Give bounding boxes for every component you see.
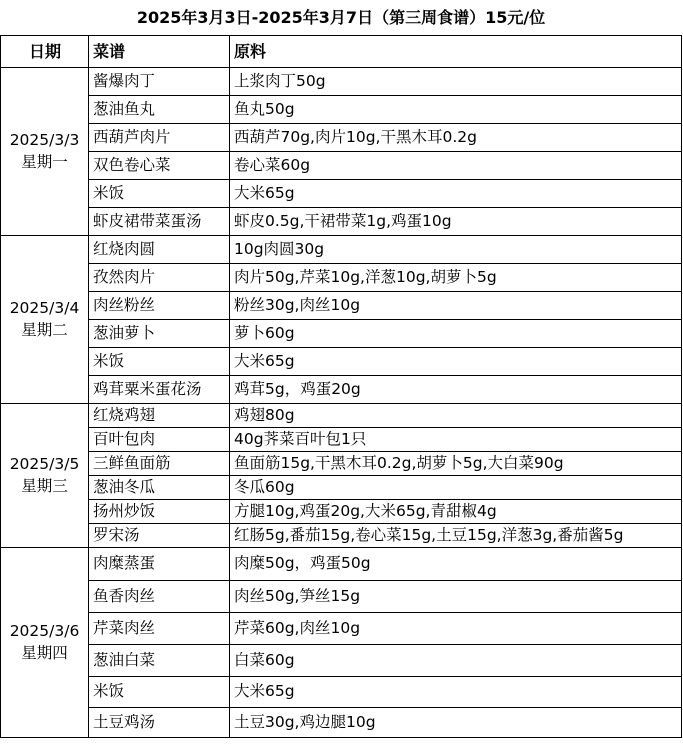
ingredients-cell: 肉糜50g，鸡蛋50g <box>230 548 682 581</box>
dish-cell: 葱油萝卜 <box>89 320 230 348</box>
ingredients-cell: 红肠5g,番茄15g,卷心菜15g,土豆15g,洋葱3g,番茄酱5g <box>230 524 682 548</box>
menu-row <box>1 645 682 677</box>
ingredients-cell: 卷心菜60g <box>230 152 682 180</box>
ingredients-cell: 鱼丸50g <box>230 96 682 124</box>
dish-cell: 芹菜肉丝 <box>89 613 230 645</box>
weekday-text: 星期二 <box>21 320 68 339</box>
dish-cell: 鸡茸粟米蛋花汤 <box>89 376 230 404</box>
menu-row <box>1 376 682 404</box>
ingredients-cell: 萝卜60g <box>230 320 682 348</box>
dish-cell: 三鲜鱼面筋 <box>89 452 230 476</box>
menu-row <box>1 348 682 376</box>
dish-cell: 米饭 <box>89 348 230 376</box>
dish-cell: 百叶包肉 <box>89 428 230 452</box>
dish-cell: 葱油白菜 <box>89 645 230 677</box>
dish-cell: 虾皮裙带菜蛋汤 <box>89 208 230 236</box>
date-cell <box>1 68 89 236</box>
sheet-title: 2025年3月3日-2025年3月7日（第三周食谱）15元/位 <box>136 7 546 27</box>
menu-row <box>1 124 682 152</box>
menu-row <box>1 581 682 613</box>
menu-row <box>1 208 682 236</box>
menu-row <box>1 320 682 348</box>
dish-cell: 米饭 <box>89 180 230 208</box>
date-cell <box>1 236 89 404</box>
ingredients-cell: 鸡翅80g <box>230 404 682 428</box>
dish-cell: 扬州炒饭 <box>89 500 230 524</box>
ingredients-cell: 粉丝30g,肉丝10g <box>230 292 682 320</box>
ingredients-cell: 鱼面筋15g,干黑木耳0.2g,胡萝卜5g,大白菜90g <box>230 452 682 476</box>
dish-cell: 米饭 <box>89 677 230 708</box>
date-cell <box>1 404 89 548</box>
ingredients-cell: 肉丝50g,笋丝15g <box>230 581 682 613</box>
menu-row <box>1 500 682 524</box>
dish-cell: 红烧鸡翅 <box>89 404 230 428</box>
weekday-text: 星期四 <box>21 643 68 662</box>
date-text: 2025/3/6 <box>9 621 80 640</box>
ingredients-cell: 芹菜60g,肉丝10g <box>230 613 682 645</box>
dish-cell: 肉糜蒸蛋 <box>89 548 230 581</box>
dish-cell: 葱油鱼丸 <box>89 96 230 124</box>
date-text: 2025/3/3 <box>9 130 80 149</box>
menu-row <box>1 96 682 124</box>
menu-row <box>1 68 682 96</box>
menu-row <box>1 708 682 738</box>
menu-row <box>1 236 682 264</box>
ingredients-cell: 大米65g <box>230 677 682 708</box>
menu-body <box>1 68 682 738</box>
dish-cell: 鱼香肉丝 <box>89 581 230 613</box>
menu-row <box>1 548 682 581</box>
ingredients-cell: 大米65g <box>230 180 682 208</box>
ingredients-cell: 方腿10g,鸡蛋20g,大米65g,青甜椒4g <box>230 500 682 524</box>
ingredients-cell: 土豆30g,鸡边腿10g <box>230 708 682 738</box>
ingredients-cell: 鸡茸5g，鸡蛋20g <box>230 376 682 404</box>
menu-row <box>1 452 682 476</box>
dish-cell: 酱爆肉丁 <box>89 68 230 96</box>
ingredients-cell: 10g肉圆30g <box>230 236 682 264</box>
header-row <box>1 36 682 68</box>
date-text: 2025/3/5 <box>9 454 80 473</box>
menu-row <box>1 180 682 208</box>
dish-cell: 孜然肉片 <box>89 264 230 292</box>
dish-cell: 双色卷心菜 <box>89 152 230 180</box>
menu-row <box>1 152 682 180</box>
date-text: 2025/3/4 <box>9 298 80 317</box>
menu-row <box>1 428 682 452</box>
menu-row <box>1 524 682 548</box>
dish-cell: 土豆鸡汤 <box>89 708 230 738</box>
date-cell <box>1 548 89 738</box>
dish-cell: 红烧肉圆 <box>89 236 230 264</box>
ingredients-cell: 40g荠菜百叶包1只 <box>230 428 682 452</box>
title-row <box>1 0 682 36</box>
ingredients-cell: 大米65g <box>230 348 682 376</box>
weekday-text: 星期一 <box>21 152 68 171</box>
ingredients-cell: 冬瓜60g <box>230 476 682 500</box>
header-date: 日期 <box>1 36 89 68</box>
menu-row <box>1 476 682 500</box>
header-dish: 菜谱 <box>89 36 230 68</box>
dish-cell: 葱油冬瓜 <box>89 476 230 500</box>
ingredients-cell: 虾皮0.5g,干裙带菜1g,鸡蛋10g <box>230 208 682 236</box>
menu-row <box>1 264 682 292</box>
menu-row <box>1 404 682 428</box>
menu-row <box>1 613 682 645</box>
menu-row <box>1 292 682 320</box>
header-ingredients: 原料 <box>230 36 682 68</box>
dish-cell: 西葫芦肉片 <box>89 124 230 152</box>
menu-row <box>1 677 682 708</box>
dish-cell: 罗宋汤 <box>89 524 230 548</box>
ingredients-cell: 白菜60g <box>230 645 682 677</box>
ingredients-cell: 肉片50g,芹菜10g,洋葱10g,胡萝卜5g <box>230 264 682 292</box>
dish-cell: 肉丝粉丝 <box>89 292 230 320</box>
weekday-text: 星期三 <box>21 476 68 495</box>
ingredients-cell: 西葫芦70g,肉片10g,干黑木耳0.2g <box>230 124 682 152</box>
ingredients-cell: 上浆肉丁50g <box>230 68 682 96</box>
